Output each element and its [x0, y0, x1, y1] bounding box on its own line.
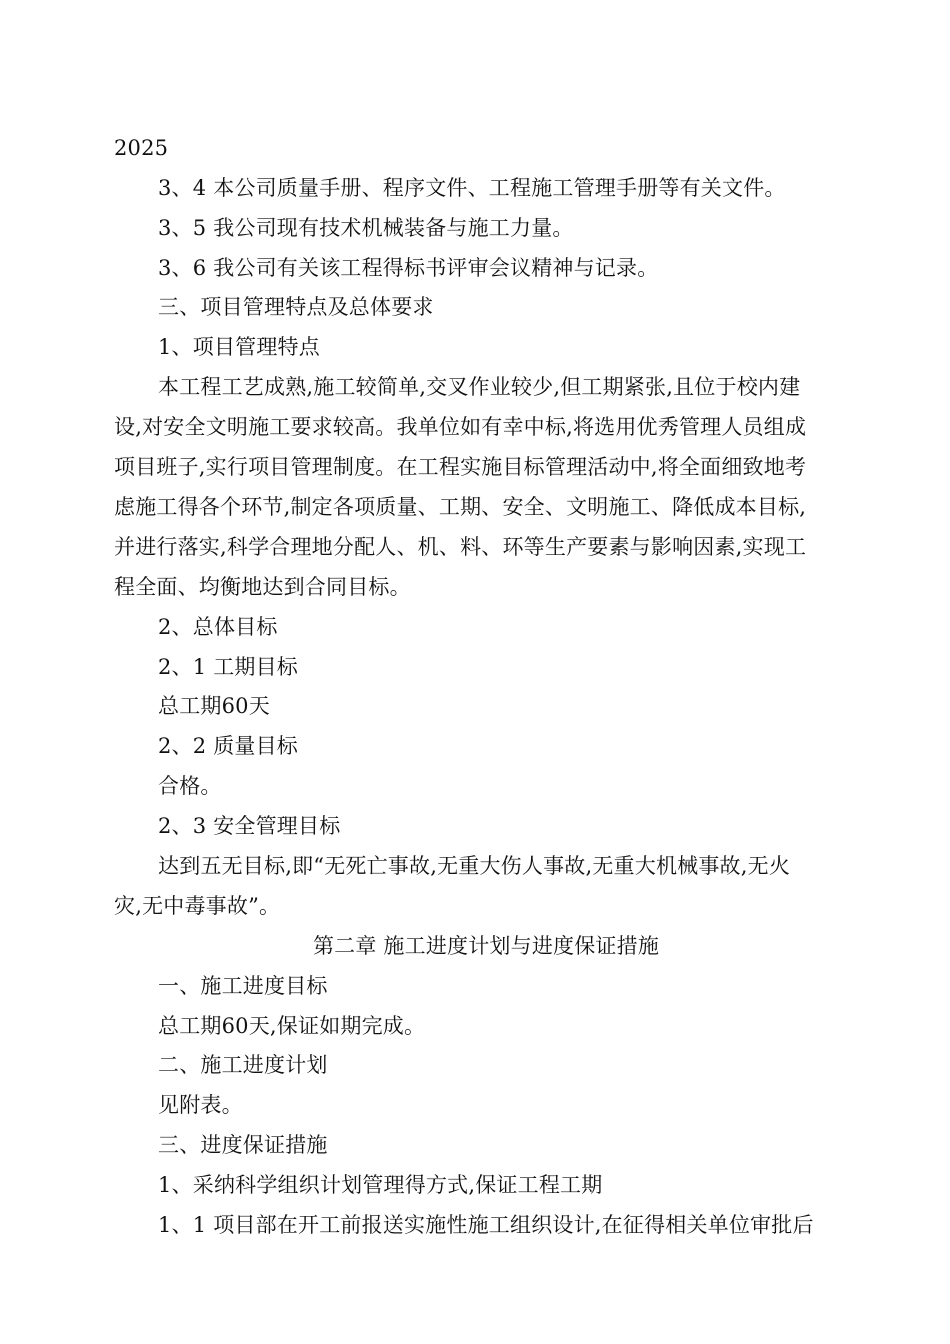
paragraph-line: 灾,无中毒事故”。	[114, 894, 281, 918]
paragraph-line: 1、1 项目部在开工前报送实施性施工组织设计,在征得相关单位审批后	[158, 1213, 814, 1237]
subsection-heading: 2、1 工期目标	[158, 655, 298, 679]
paragraph-line: 程全面、均衡地达到合同目标。	[114, 575, 411, 599]
subsection-heading: 2、总体目标	[158, 615, 278, 639]
section-heading: 三、项目管理特点及总体要求	[158, 295, 434, 319]
paragraph-line: 本工程工艺成熟,施工较简单,交叉作业较少,但工期紧张,且位于校内建	[158, 375, 801, 399]
paragraph-line: 总工期60天,保证如期完成。	[158, 1014, 426, 1038]
subsection-heading: 2、3 安全管理目标	[158, 814, 341, 838]
section-heading: 一、施工进度目标	[158, 974, 328, 998]
paragraph-line: 项目班子,实行项目管理制度。在工程实施目标管理活动中,将全面细致地考	[114, 455, 807, 479]
paragraph-line: 3、6 我公司有关该工程得标书评审会议精神与记录。	[158, 256, 659, 280]
header-year: 2025	[114, 136, 169, 160]
paragraph-line: 虑施工得各个环节,制定各项质量、工期、安全、文明施工、降低成本目标,	[114, 495, 807, 519]
paragraph-line: 3、5 我公司现有技术机械装备与施工力量。	[158, 216, 574, 240]
paragraph-line: 并进行落实,科学合理地分配人、机、料、环等生产要素与影响因素,实现工	[114, 535, 807, 559]
subsection-heading: 1、项目管理特点	[158, 335, 320, 359]
paragraph-line: 总工期60天	[158, 694, 270, 718]
paragraph-line: 见附表。	[158, 1093, 243, 1117]
chapter-title: 第二章 施工进度计划与进度保证措施	[312, 934, 660, 958]
subsection-heading: 2、2 质量目标	[158, 734, 298, 758]
section-heading: 二、施工进度计划	[158, 1053, 328, 1077]
paragraph-line: 达到五无目标,即“无死亡事故,无重大伤人事故,无重大机械事故,无火	[158, 854, 791, 878]
paragraph-line: 设,对安全文明施工要求较高。我单位如有幸中标,将选用优秀管理人员组成	[114, 415, 807, 439]
paragraph-line: 合格。	[158, 774, 222, 798]
subsection-heading: 1、采纳科学组织计划管理得方式,保证工程工期	[158, 1173, 603, 1197]
section-heading: 三、进度保证措施	[158, 1133, 328, 1157]
paragraph-line: 3、4 本公司质量手册、程序文件、工程施工管理手册等有关文件。	[158, 176, 786, 200]
